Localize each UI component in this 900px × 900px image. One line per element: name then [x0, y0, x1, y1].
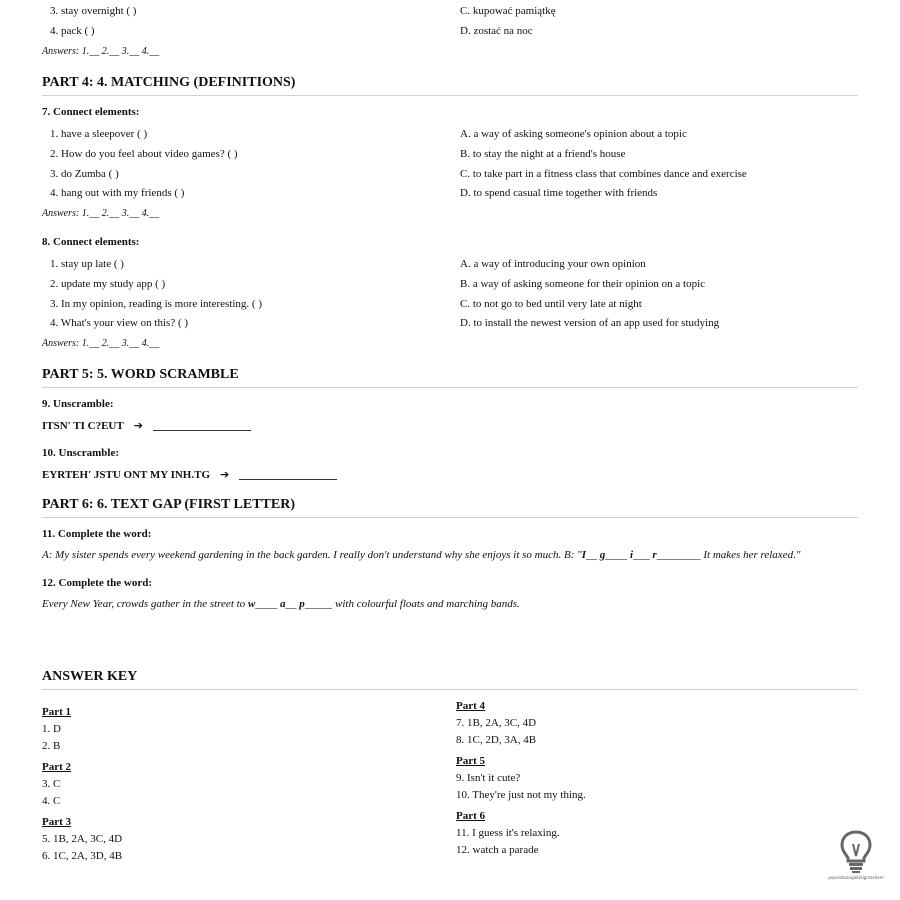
pair-row	[42, 295, 858, 315]
answers-line: Answers: 1.__ 2.__ 3.__ 4.__	[42, 338, 160, 350]
left-item: 3. stay overnight ( )	[50, 5, 137, 17]
left-item: 2. update my study app ( )	[50, 277, 166, 290]
gap-first-letter: w	[247, 598, 256, 610]
sentence-end: It makes her relaxed."	[700, 549, 801, 561]
answer-blank[interactable]	[153, 418, 251, 431]
answer-key-heading: ANSWER KEY	[42, 669, 858, 690]
key-part-title: Part 4	[456, 700, 486, 712]
gap-blank[interactable]: _____	[304, 598, 333, 610]
pair-row	[42, 125, 858, 145]
key-answer: 12. watch a parade	[456, 844, 539, 856]
right-item: D. to install the newest version of an app used for studying	[460, 317, 720, 330]
right-item: D. zostać na noc	[460, 24, 533, 37]
gap-first-letter: I	[581, 549, 587, 561]
question-9-label: 9. Unscramble:	[42, 398, 114, 410]
gap-first-letter: r	[652, 549, 657, 561]
question-7	[42, 103, 858, 223]
left-item: 3. In my opinion, reading is more interesting. ( )	[50, 297, 263, 310]
part5-heading: PART 5: 5. WORD SCRAMBLE	[42, 367, 858, 388]
right-item: C. to not go to bed until very late at night	[460, 297, 642, 310]
left-item: 2. How do you feel about video games? ( )	[50, 147, 238, 160]
key-answer: 7. 1B, 2A, 3C, 4D	[456, 717, 537, 729]
question-12	[42, 574, 858, 614]
gap-sentence	[42, 595, 858, 614]
right-item: C. kupować pamiątkę	[460, 5, 556, 17]
right-item: B. a way of asking someone for their opinion on a topic	[460, 277, 706, 290]
key-answer: 10. They're just not my thing.	[456, 789, 586, 801]
key-answer: 9. Isn't it cute?	[456, 772, 521, 784]
gap-first-letter: g	[599, 549, 606, 561]
gap-blank[interactable]: __	[586, 549, 600, 561]
pair-row	[42, 275, 858, 295]
scramble-line	[42, 416, 858, 436]
part4-heading: PART 4: 4. MATCHING (DEFINITIONS)	[42, 75, 858, 96]
key-part-title: Part 1	[42, 706, 72, 718]
pair-row	[42, 165, 858, 185]
right-item: C. to take part in a fitness class that combines dance and exercise	[460, 167, 747, 180]
gap-blank[interactable]: ____	[605, 549, 631, 561]
key-part-title: Part 3	[42, 816, 72, 828]
key-part-title: Part 6	[456, 810, 486, 822]
right-item: A. a way of introducing your own opinion	[460, 258, 646, 270]
key-answer: 6. 1C, 2A, 3D, 4B	[42, 850, 123, 862]
pair-row	[42, 145, 858, 165]
gap-first-letter: p	[299, 598, 305, 610]
pair-row	[42, 314, 858, 334]
scrambled-text: ITSN' TI C?EUT	[42, 420, 124, 432]
left-item: 4. pack ( )	[50, 24, 95, 37]
answer-key-right-column	[456, 698, 856, 859]
question-11	[42, 525, 858, 565]
question-8-label: 8. Connect elements:	[42, 236, 140, 248]
key-answer: 2. B	[42, 740, 61, 752]
answers-line: Answers: 1.__ 2.__ 3.__ 4.__	[42, 208, 160, 220]
gap-sentence	[42, 546, 858, 565]
lightbulb-icon	[839, 830, 873, 874]
scramble-line	[42, 465, 858, 485]
question-10-label: 10. Unscramble:	[42, 447, 119, 459]
answer-blank[interactable]	[239, 467, 337, 480]
pair-row	[42, 2, 858, 22]
question-8	[42, 233, 858, 353]
key-answer: 3. C	[42, 778, 61, 790]
right-item: A. a way of asking someone's opinion about a topic	[460, 128, 687, 140]
key-answer: 5. 1B, 2A, 3C, 4D	[42, 833, 123, 845]
sentence-start: Every New Year, crowds gather in the street to	[42, 598, 248, 610]
answer-key-left-column	[42, 704, 442, 865]
lightbulb-logo	[826, 830, 886, 886]
pair-row	[42, 184, 858, 204]
gap-first-letter: a	[280, 598, 286, 610]
gap-blank[interactable]: ________	[656, 549, 701, 561]
sentence-start: A: My sister spends every weekend gardening in the back garden. I really don't understand why she enjoys it so much. B: "	[42, 549, 582, 561]
gap-blank[interactable]: ___	[633, 549, 653, 561]
question-11-label: 11. Complete the word:	[42, 528, 152, 540]
key-part-title: Part 2	[42, 761, 72, 773]
left-item: 3. do Zumba ( )	[50, 167, 119, 180]
answers-line: Answers: 1.__ 2.__ 3.__ 4.__	[42, 45, 160, 57]
scrambled-text: EYRTEH' JSTU ONT MY INH.TG	[42, 469, 211, 481]
left-item: 4. What's your view on this? ( )	[50, 317, 189, 330]
key-answer: 4. C	[42, 795, 61, 807]
question-7-label: 7. Connect elements:	[42, 106, 140, 118]
key-part-title: Part 5	[456, 755, 486, 767]
left-item: 1. stay up late ( )	[50, 258, 124, 270]
left-item: 4. hang out with my friends ( )	[50, 187, 185, 200]
left-item: 1. have a sleepover ( )	[50, 128, 148, 140]
pair-row	[42, 22, 858, 42]
question-9	[42, 395, 858, 436]
key-answer: 11. I guess it's relaxing.	[456, 827, 560, 839]
question-12-label: 12. Complete the word:	[42, 577, 152, 589]
sentence-end: with colourful floats and marching bands.	[332, 598, 520, 610]
gap-blank[interactable]: __	[285, 598, 300, 610]
right-item: D. to spend casual time together with friends	[460, 187, 658, 200]
previous-part-tail	[42, 2, 858, 61]
part6-heading: PART 6: 6. TEXT GAP (FIRST LETTER)	[42, 497, 858, 518]
key-answer: 8. 1C, 2D, 3A, 4B	[456, 734, 537, 746]
logo-caption: poprostuangielskigrzechem	[828, 875, 884, 880]
arrow-right-icon: ➔	[220, 468, 230, 481]
gap-first-letter: i	[630, 549, 634, 561]
key-answer: 1. D	[42, 723, 61, 735]
right-item: B. to stay the night at a friend's house	[460, 147, 626, 160]
pair-row	[42, 255, 858, 275]
arrow-right-icon: ➔	[133, 419, 143, 432]
gap-blank[interactable]: ____	[255, 598, 281, 610]
question-10	[42, 444, 858, 485]
